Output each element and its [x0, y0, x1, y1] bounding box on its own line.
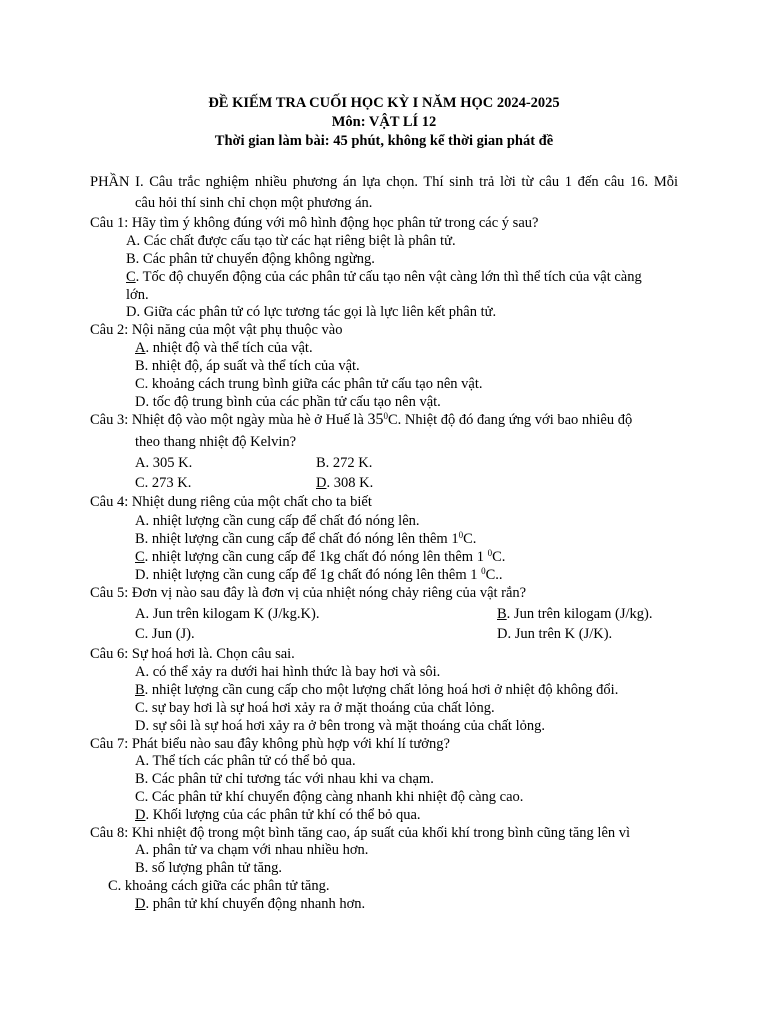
q1-option-c-cont: lớn.	[126, 287, 149, 303]
part1-instruction-line2: câu hỏi thí sinh chỉ chọn một phương án.	[135, 195, 373, 211]
q6-option-d: D. sự sôi là sự hoá hơi xảy ra ở bên trong và mặt thoáng của chất lỏng.	[135, 718, 545, 734]
q3-option-d: D. 308 K.	[316, 475, 374, 491]
q7-option-d: D. Khối lượng của các phân tử khí có thể bỏ qua.	[135, 807, 421, 823]
q5-option-c: C. Jun (J).	[135, 626, 195, 642]
q1-answer-mark: C	[126, 269, 136, 285]
exam-header	[0, 94, 768, 151]
q7-option-b: B. Các phân tử chỉ tương tác với nhau khi va chạm.	[135, 771, 434, 787]
q4-answer-mark: C	[135, 549, 145, 565]
exam-title: ĐỀ KIẾM TRA CUỐI HỌC KỲ I NĂM HỌC 2024-2025	[208, 95, 560, 111]
q5-stem: Câu 5: Đơn vị nào sau đây là đơn vị của nhiệt nóng chảy riêng của vật rắn?	[90, 585, 527, 601]
q7-option-a: A. Thể tích các phân tử có thể bỏ qua.	[135, 753, 356, 769]
q8-option-a: A. phân tử va chạm với nhau nhiều hơn.	[135, 842, 369, 858]
q1-option-a: A. Các chất được cấu tạo từ các hạt riêng biệt là phân tử.	[126, 233, 456, 249]
q6-option-c: C. sự bay hơi là sự hoá hơi xảy ra ở mặt thoáng của chất lỏng.	[135, 700, 495, 716]
q5-option-a: A. Jun trên kilogam K (J/kg.K).	[135, 606, 320, 622]
q2-option-b: B. nhiệt độ, áp suất và thể tích của vật.	[135, 358, 360, 374]
q4-option-a: A. nhiệt lượng cần cung cấp để chất đó nóng lên.	[135, 513, 420, 529]
q7-stem: Câu 7: Phát biểu nào sau đây không phù hợp với khí lí tưởng?	[90, 736, 450, 752]
q3-stem: Câu 3: Nhiệt độ vào một ngày mùa hè ở Huế là $35^0C$. Nhiệt độ đó đang ứng với bao nhiêu độ	[90, 411, 633, 428]
part1-instruction-line1: PHẦN I. Câu trắc nghiệm nhiều phương án lựa chọn. Thí sinh trả lời từ câu 1 đến câu 16. Mỗi	[90, 174, 678, 190]
q8-option-b: B. số lượng phân tử tăng.	[135, 860, 283, 876]
q5-option-b: B. Jun trên kilogam (J/kg).	[497, 606, 653, 622]
q5-option-d: D. Jun trên K (J/K).	[497, 626, 613, 642]
q1-stem: Câu 1: Hãy tìm ý không đúng với mô hình động học phân tử trong các ý sau?	[90, 215, 539, 231]
q7-answer-mark: D	[135, 807, 146, 823]
q8-option-d: D. phân tử khí chuyển động nhanh hơn.	[135, 896, 366, 912]
q2-option-c: C. khoảng cách trung bình giữa các phân tử cấu tạo nên vật.	[135, 376, 483, 392]
q6-stem: Câu 6: Sự hoá hơi là. Chọn câu sai.	[90, 646, 295, 662]
q8-option-c: C. khoảng cách giữa các phân tử tăng.	[108, 878, 330, 894]
q3-answer-mark: D	[316, 475, 327, 491]
q3-stem-cont: theo thang nhiệt độ Kelvin?	[135, 434, 297, 450]
q2-answer-mark: A	[135, 340, 146, 356]
q1-option-c: C. Tốc độ chuyển động của các phân tử cấu tạo nên vật càng lớn thì thể tích của vật càng	[126, 269, 642, 285]
q8-stem: Câu 8: Khi nhiệt độ trong một bình tăng cao, áp suất của khối khí trong bình cũng tăng lên vì	[90, 825, 631, 841]
q4-option-c: C. nhiệt lượng cần cung cấp để 1kg chất đó nóng lên thêm 1 $^0$C.	[135, 548, 506, 565]
q4-option-b: B. nhiệt lượng cần cung cấp để chất đó nóng lên thêm $1^0C$.	[135, 530, 477, 547]
q4-stem: Câu 4: Nhiệt dung riêng của một chất cho ta biết	[90, 494, 372, 510]
q4-option-d: D. nhiệt lượng cần cung cấp để 1g chất đó nóng lên thêm 1 $^0$C..	[135, 566, 503, 583]
exam-subject: Môn: VẬT LÍ 12	[331, 114, 437, 130]
q5-answer-mark: B	[497, 606, 507, 622]
q3-option-b: B. 272 K.	[316, 455, 373, 471]
q6-option-b: B. nhiệt lượng cần cung cấp cho một lượng chất lỏng hoá hơi ở nhiệt độ không đổi.	[135, 682, 619, 698]
q8-answer-mark: D	[135, 896, 146, 912]
q1-option-b: B. Các phân tử chuyển động không ngừng.	[126, 251, 375, 267]
q6-option-a: A. có thể xảy ra dưới hai hình thức là bay hơi và sôi.	[135, 664, 441, 680]
q2-stem: Câu 2: Nội năng của một vật phụ thuộc vào	[90, 322, 343, 338]
q2-option-a: A. nhiệt độ và thể tích của vật.	[135, 340, 313, 356]
q1-option-d: D. Giữa các phân tử có lực tương tác gọi là lực liên kết phân tử.	[126, 304, 497, 320]
q2-option-d: D. tốc độ trung bình của các phần tử cấu tạo nên vật.	[135, 394, 441, 410]
q3-option-c: C. 273 K.	[135, 475, 192, 491]
q3-option-a: A. 305 K.	[135, 455, 193, 471]
q6-answer-mark: B	[135, 682, 145, 698]
exam-time: Thời gian làm bài: 45 phút, không kể thời gian phát đề	[214, 133, 554, 149]
q7-option-c: C. Các phân tử khí chuyển động càng nhanh khi nhiệt độ càng cao.	[135, 789, 524, 805]
